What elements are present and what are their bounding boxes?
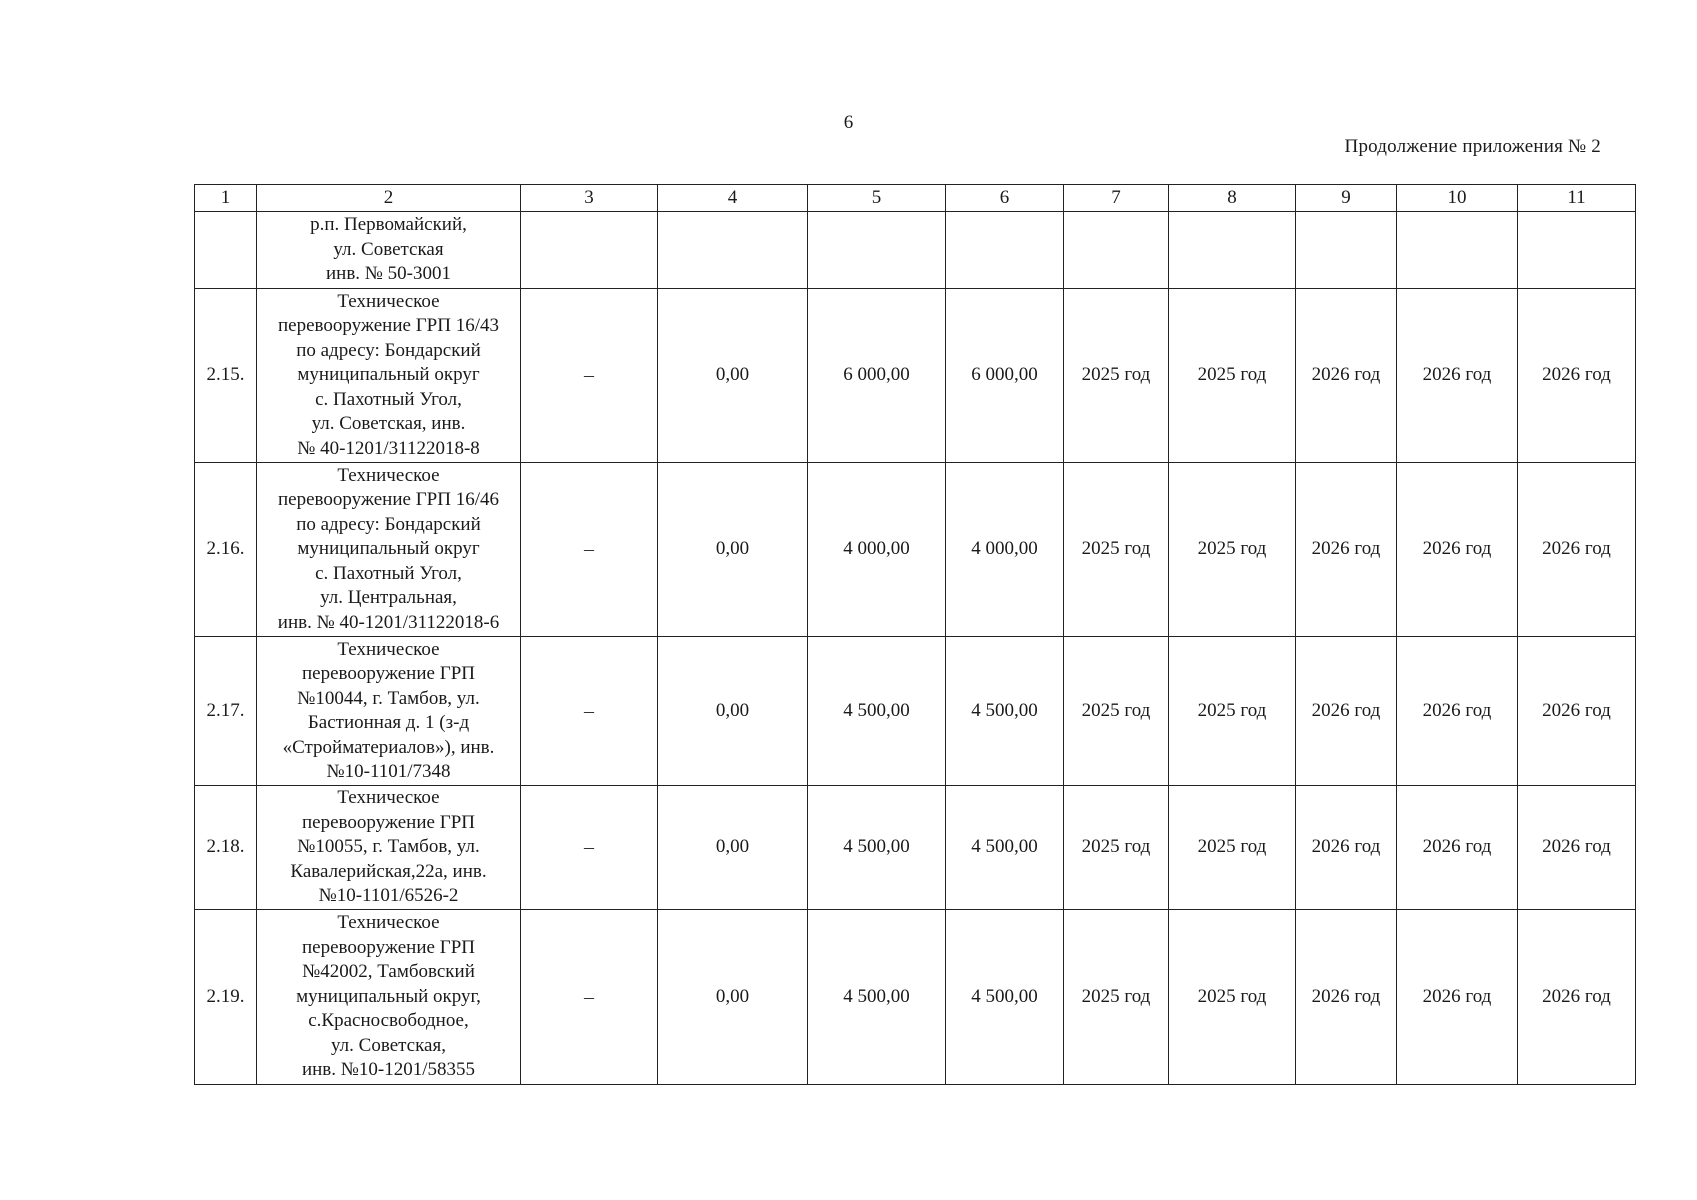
table-cell: 4 000,00 <box>808 463 946 637</box>
row-description: Техническое перевооружение ГРП 16/43 по адресу: Бондарский муниципальный округ с. Пахотный Угол, ул. Советская, инв. № 40-1201/31122018-8 <box>257 289 521 463</box>
column-header: 7 <box>1064 185 1169 212</box>
table-cell: 4 000,00 <box>946 463 1064 637</box>
table-cell <box>1397 212 1518 289</box>
table-cell: 2025 год <box>1169 463 1296 637</box>
row-description: Техническое перевооружение ГРП 16/46 по адресу: Бондарский муниципальный округ с. Пахотный Угол, ул. Центральная, инв. № 40-1201/31122018-6 <box>257 463 521 637</box>
row-number: 2.19. <box>195 910 257 1085</box>
table-cell: 2026 год <box>1518 289 1636 463</box>
table-row <box>195 289 1636 463</box>
table-cell <box>1064 212 1169 289</box>
table-cell: 2026 год <box>1296 637 1397 786</box>
column-header: 2 <box>257 185 521 212</box>
table-row <box>195 637 1636 786</box>
table-cell: 4 500,00 <box>946 910 1064 1085</box>
table-cell: 0,00 <box>658 289 808 463</box>
table-cell: 2025 год <box>1064 786 1169 910</box>
table-cell: 2026 год <box>1397 910 1518 1085</box>
row-number: 2.17. <box>195 637 257 786</box>
table-cell: 2025 год <box>1064 463 1169 637</box>
table-cell: 6 000,00 <box>808 289 946 463</box>
table-cell: 2026 год <box>1296 786 1397 910</box>
table-row <box>195 910 1636 1085</box>
row-description: р.п. Первомайский, ул. Советская инв. № 50-3001 <box>257 212 521 289</box>
column-header: 11 <box>1518 185 1636 212</box>
row-number <box>195 212 257 289</box>
table-cell: 0,00 <box>658 910 808 1085</box>
table-cell: 2025 год <box>1169 786 1296 910</box>
row-number: 2.15. <box>195 289 257 463</box>
table-cell: 2025 год <box>1064 910 1169 1085</box>
column-header: 4 <box>658 185 808 212</box>
column-header: 3 <box>521 185 658 212</box>
table-cell: – <box>521 463 658 637</box>
table-cell: 2025 год <box>1064 289 1169 463</box>
table-cell: – <box>521 637 658 786</box>
table-cell: 4 500,00 <box>808 910 946 1085</box>
row-number: 2.16. <box>195 463 257 637</box>
table-cell <box>1296 212 1397 289</box>
table-cell: 2026 год <box>1518 463 1636 637</box>
table-cell: 0,00 <box>658 786 808 910</box>
table-cell: 2026 год <box>1397 289 1518 463</box>
page-number: 6 <box>843 112 854 133</box>
table-cell: 4 500,00 <box>808 786 946 910</box>
column-header: 6 <box>946 185 1064 212</box>
table-cell <box>1169 212 1296 289</box>
table-cell: 2026 год <box>1397 463 1518 637</box>
table-cell: – <box>521 910 658 1085</box>
table-cell: 2025 год <box>1169 289 1296 463</box>
table-cell <box>1518 212 1636 289</box>
table-cell: 0,00 <box>658 637 808 786</box>
table-cell: 2026 год <box>1518 786 1636 910</box>
table-cell: 2025 год <box>1064 637 1169 786</box>
table-cell: 0,00 <box>658 463 808 637</box>
table-cell: 6 000,00 <box>946 289 1064 463</box>
table-row <box>195 786 1636 910</box>
table-cell: 4 500,00 <box>808 637 946 786</box>
table-cell: 2026 год <box>1296 289 1397 463</box>
table-cell: 2026 год <box>1518 910 1636 1085</box>
column-header: 1 <box>195 185 257 212</box>
table-cell: – <box>521 289 658 463</box>
column-header: 10 <box>1397 185 1518 212</box>
table-cell <box>808 212 946 289</box>
table-cell <box>521 212 658 289</box>
column-header: 8 <box>1169 185 1296 212</box>
row-description: Техническое перевооружение ГРП №10055, г. Тамбов, ул. Кавалерийская,22а, инв. №10-1101/6526-2 <box>257 786 521 910</box>
table-cell: 2026 год <box>1397 637 1518 786</box>
appendix-continuation-label: Продолжение приложения № 2 <box>1344 136 1601 157</box>
row-description: Техническое перевооружение ГРП №10044, г. Тамбов, ул. Бастионная д. 1 (з-д «Стройматериалов»), инв. №10-1101/7348 <box>257 637 521 786</box>
table-row <box>195 212 1636 289</box>
column-header: 5 <box>808 185 946 212</box>
table-cell: 2026 год <box>1296 463 1397 637</box>
table-cell: – <box>521 786 658 910</box>
table-row <box>195 463 1636 637</box>
table-cell <box>946 212 1064 289</box>
table-cell: 4 500,00 <box>946 637 1064 786</box>
table-cell: 2026 год <box>1518 637 1636 786</box>
column-header: 9 <box>1296 185 1397 212</box>
table-cell <box>658 212 808 289</box>
appendix-table <box>194 184 1636 1085</box>
table-cell: 2025 год <box>1169 637 1296 786</box>
row-description: Техническое перевооружение ГРП №42002, Тамбовский муниципальный округ, с.Красносвободное, ул. Советская, инв. №10-1201/58355 <box>257 910 521 1085</box>
table-cell: 2026 год <box>1397 786 1518 910</box>
table-header-row <box>195 185 1636 212</box>
table-cell: 2025 год <box>1169 910 1296 1085</box>
row-number: 2.18. <box>195 786 257 910</box>
table-cell: 4 500,00 <box>946 786 1064 910</box>
table-cell: 2026 год <box>1296 910 1397 1085</box>
